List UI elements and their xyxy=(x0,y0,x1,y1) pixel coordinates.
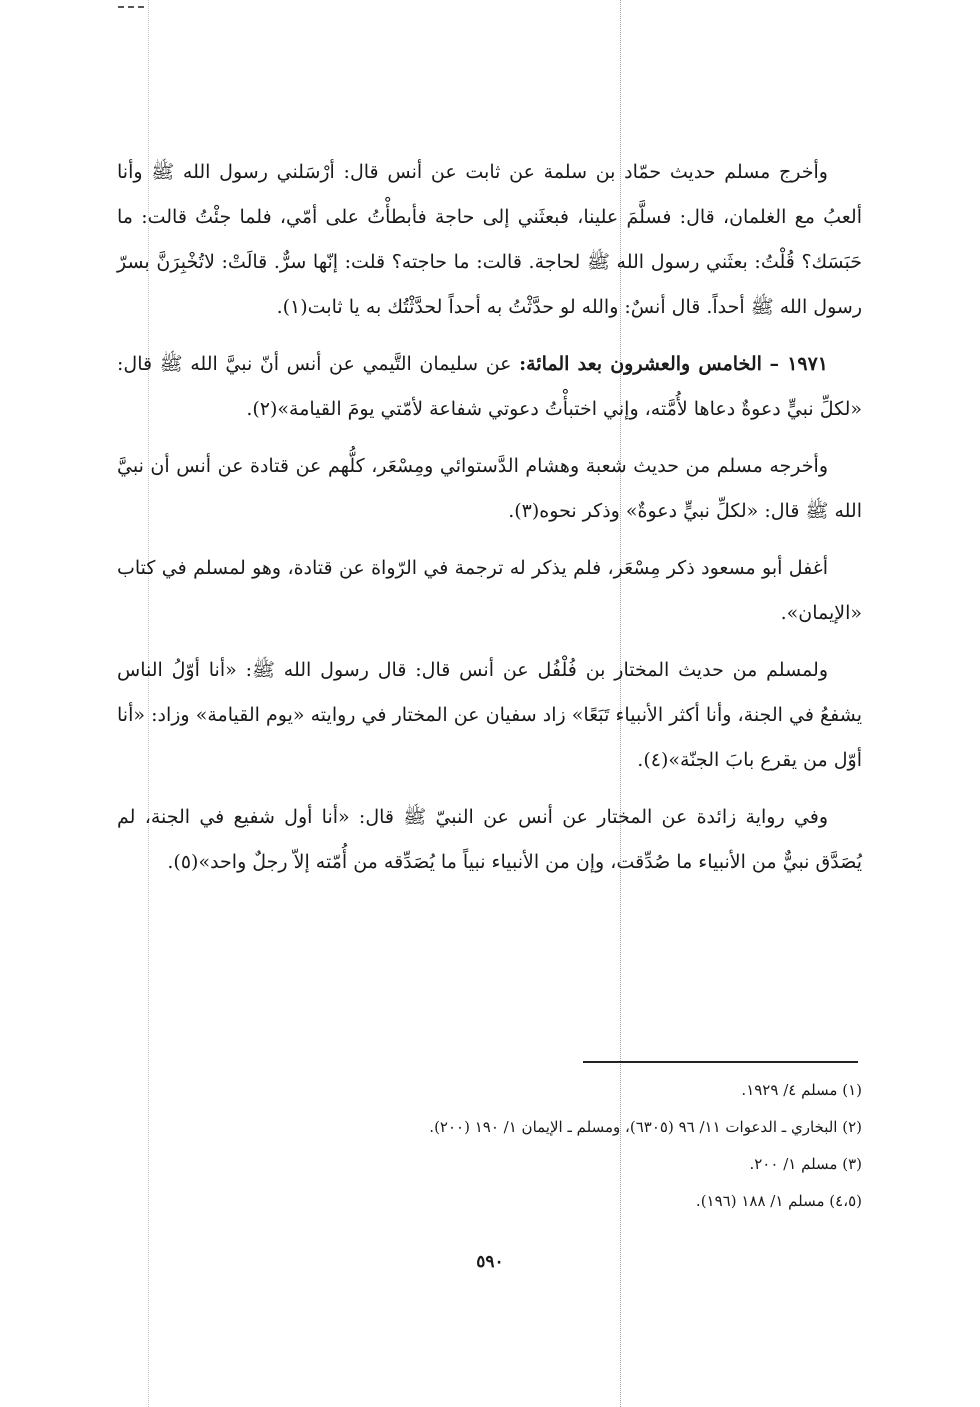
footnote-2: (٢) البخاري ـ الدعوات ١١/ ٩٦ (٦٣٠٥)، ومسلم ـ الإيمان ١/ ١٩٠ (٢٠٠). xyxy=(429,1118,862,1136)
paragraph-text: ولمسلم من حديث المختار بن فُلْفُل عن أنس قال: قال رسول الله ﷺ: «أنا أوّلُ الناس يشفعُ في الجنة، وأنا أكثر الأنبياء تَبَعًا» زاد سفيان عن المختار في روايته «يوم القيامة» وزاد: «أنا أوّل من يقرع بابَ الجنّة»(٤). xyxy=(117,659,862,771)
paragraph-text: وأخرجه مسلم من حديث شعبة وهشام الدَّستوائي ومِسْعَر، كلُّهم عن قتادة عن أنس أن نبيَّ الله ﷺ قال: «لكلِّ نبيٍّ دعوةٌ» وذكر نحوه(٣). xyxy=(117,455,862,522)
hadith-entry xyxy=(117,342,862,432)
scan-mark xyxy=(118,6,144,8)
footnote-3: (٣) مسلم ١/ ٢٠٠. xyxy=(749,1155,862,1173)
main-text xyxy=(117,150,862,897)
hadith-number: ١٩٧١ – xyxy=(769,353,829,375)
footnotes xyxy=(117,1072,862,1220)
hadith-title: الخامس والعشرون بعد المائة: xyxy=(519,353,762,375)
paragraph-3 xyxy=(117,444,862,534)
page-number: ٥٩٠ xyxy=(476,1252,504,1272)
paragraph-text: أغفل أبو مسعود ذكر مِسْعَر، فلم يذكر له ترجمة في الرّواة عن قتادة، وهو لمسلم في كتاب «الإيمان». xyxy=(117,557,862,624)
paragraph-text: عن سليمان التَّيمي عن أنس أنّ نبيَّ الله ﷺ قال: «لكلِّ نبيٍّ دعوةٌ دعاها لأُمَّته، وإني اختبأْتُ دعوتي شفاعة لأمّتي يومَ القيامة»(٢). xyxy=(117,353,862,420)
paragraph-6 xyxy=(117,795,862,885)
paragraph-1 xyxy=(117,150,862,330)
footnote-separator xyxy=(583,1061,858,1063)
paragraph-text: وفي رواية زائدة عن المختار عن أنس عن النبيّ ﷺ قال: «أنا أول شفيع في الجنة، لم يُصَدَّق نبيٌّ من الأنبياء ما صُدِّقت، وإن من الأنبياء نبياً ما يُصَدِّقه من أُمّته إلاّ رجلٌ واحد»(٥). xyxy=(117,806,862,873)
footnote-4: (٤،٥) مسلم ١/ ١٨٨ (١٩٦). xyxy=(695,1192,862,1210)
paragraph-4 xyxy=(117,546,862,636)
paragraph-text: وأخرج مسلم حديث حمّاد بن سلمة عن ثابت عن أنس قال: أرْسَلني رسول الله ﷺ وأنا ألعبُ مع الغلمان، قال: فسلَّمَ علينا، فبعثَني إلى حاجة فأبطأْتُ على أمّي، فلما جئْتُ قالت: ما حَبَسَك؟ قُلْتُ: بعثَني رسول الله ﷺ لحاجة. قالت: ما حاجته؟ قلت: إنّها سرٌّ. قالَتْ: لاتُخْبِرَنَّ بسرّ رسول الله ﷺ أحداً. قال أنسٌ: والله لو حدَّثْتُ به أحداً لحدَّثْتُك به يا ثابت(١). xyxy=(117,161,862,318)
paragraph-5 xyxy=(117,648,862,783)
footnote-1: (١) مسلم ٤/ ١٩٢٩. xyxy=(741,1081,862,1099)
